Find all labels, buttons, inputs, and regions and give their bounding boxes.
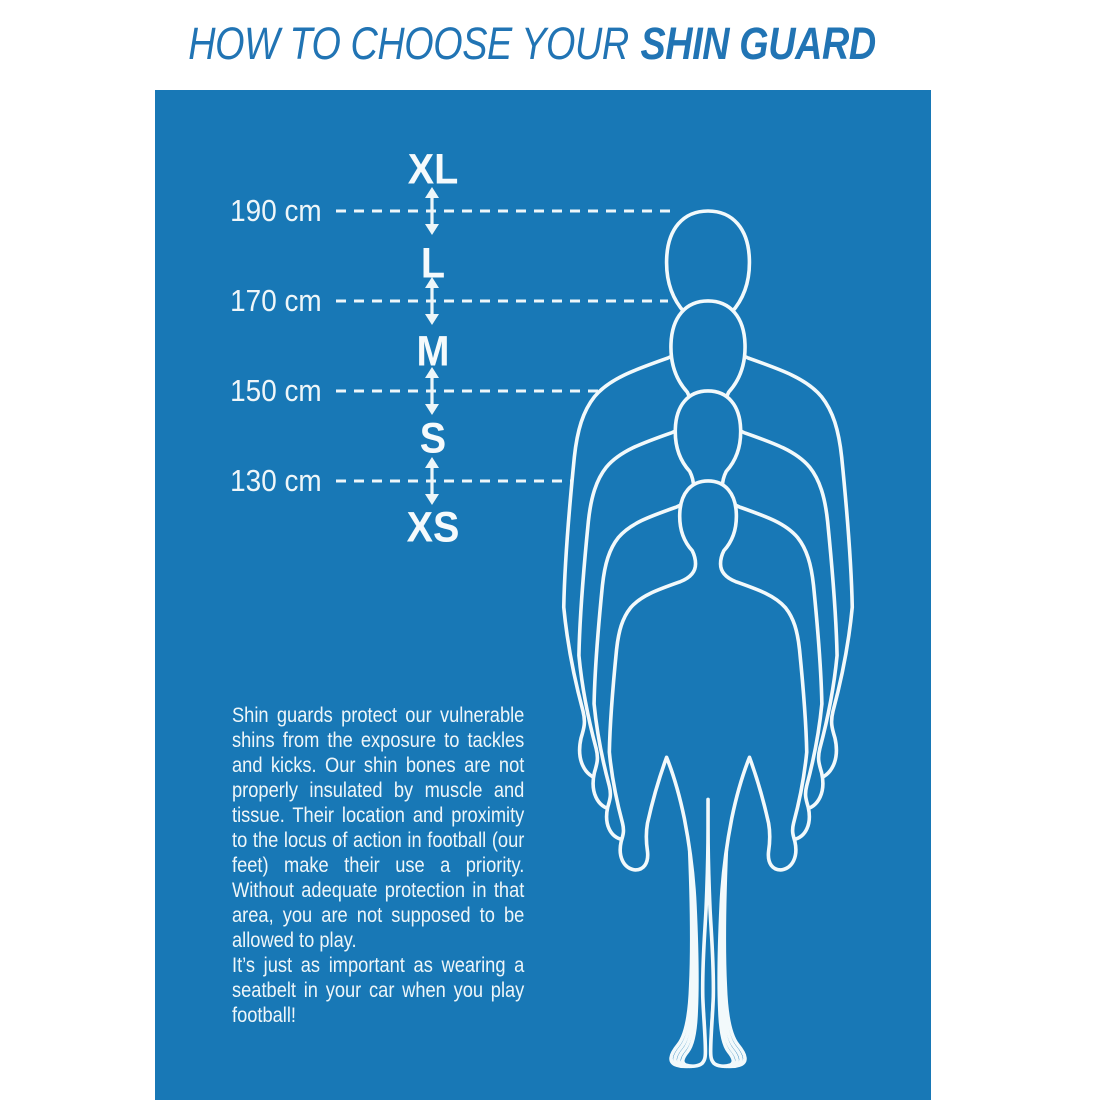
description-text — [232, 703, 524, 1028]
nested-body-silhouettes — [564, 211, 853, 1066]
height-marker-190: 190 cm — [230, 193, 322, 228]
title-prefix: HOW TO CHOOSE YOUR — [188, 18, 629, 69]
description-paragraph-2: It’s just as important as wearing a seatbelt in your car when you play football! — [232, 954, 525, 1027]
title-product: SHIN GUARD — [640, 18, 876, 69]
size-label-l: L — [420, 239, 446, 288]
size-label-xs: XS — [406, 503, 460, 552]
size-label-xl: XL — [407, 145, 459, 194]
size-label-m: M — [416, 327, 450, 376]
height-marker-170: 170 cm — [230, 283, 322, 318]
description-paragraph-1: Shin guards protect our vulnerable shins from the exposure to tackles and kicks. Our shin bones are not properly insulated by muscle and tissue. Their location and proximity to the locus of action in football (our feet) make their use a priority. Without adequate protection in that area, you are not supposed to be allowed to play. — [232, 704, 525, 952]
height-marker-150: 150 cm — [230, 373, 322, 408]
size-label-s: S — [419, 414, 447, 463]
height-marker-130: 130 cm — [230, 463, 322, 498]
